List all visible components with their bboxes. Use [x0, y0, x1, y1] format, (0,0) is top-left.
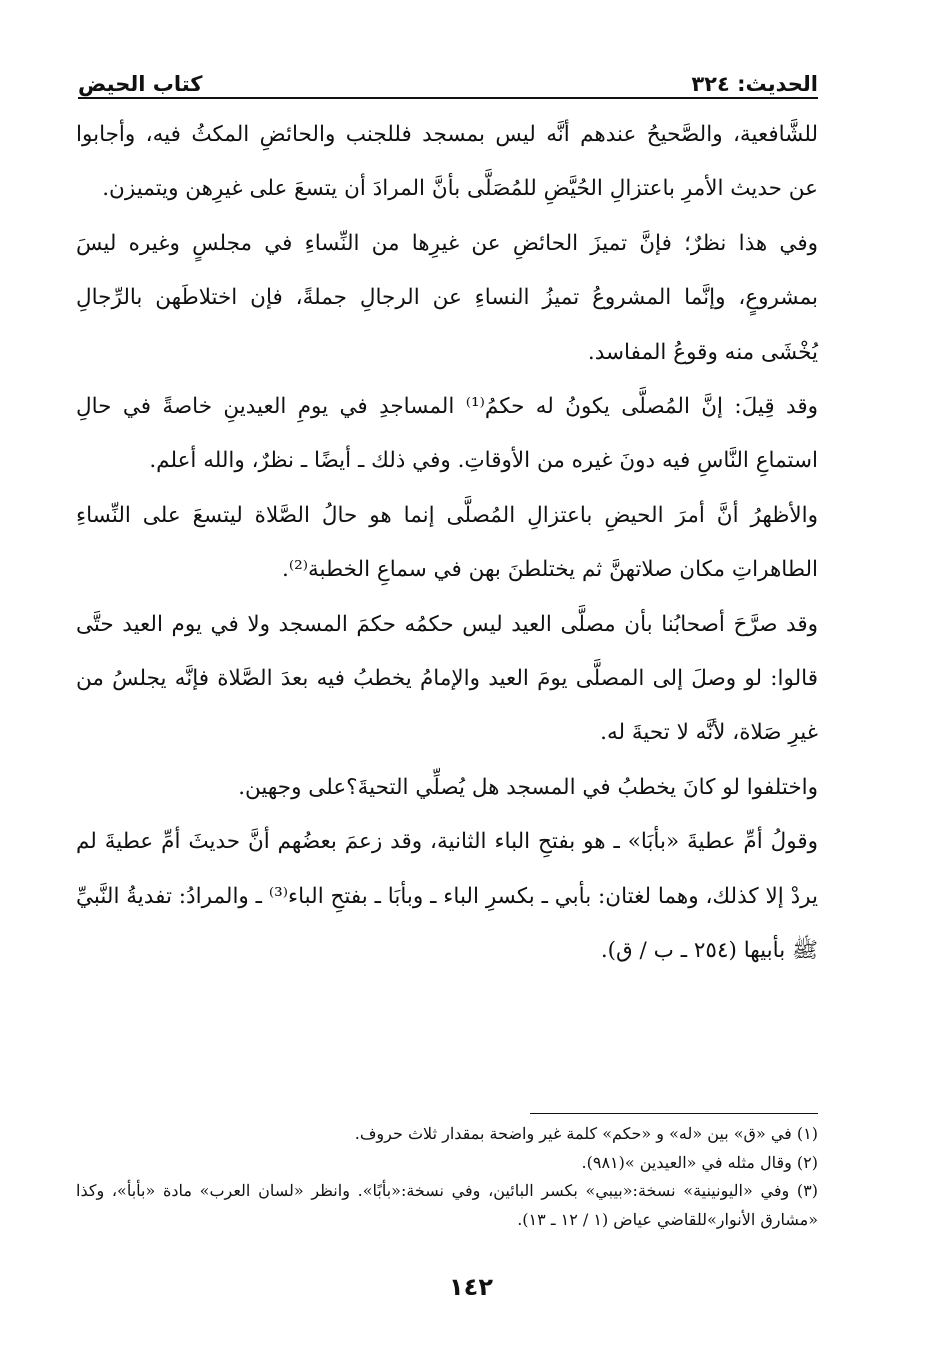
paragraph: للشَّافعية، والصَّحيحُ عندهم أنَّه ليس بمسجد فللجنب والحائضِ المكثُ فيه، وأجابوا عن حديث الأمرِ باعتزالِ الحُيَّضِ للمُصَلَّى بأنَّ المرادَ أن يتسعَ على غيرِهن ويتميزن. — [76, 122, 818, 202]
paragraph: واختلفوا لو كانَ يخطبُ في المسجد هل يُصلِّي التحيةَ؟على وجهين. — [238, 774, 818, 800]
header-rule — [78, 97, 818, 99]
paragraph: وقد قِيلَ: إنَّ المُصلَّى يكونُ له حكمُ⁽¹⁾ المساجدِ في يومِ العيدينِ خاصةً في حالِ استماعِ النَّاسِ فيه دونَ غيره من الأوقاتِ. وفي ذلك ـ أيضًا ـ نظرٌ، والله أعلم. — [76, 394, 818, 474]
footnote: (١) في «ق» بين «له» و «حكم» كلمة غير واضحة بمقدار ثلاث حروف. — [354, 1124, 818, 1143]
footnote: (٣) وفي «اليونينية» نسخة:«بيبي» بكسر البائين، وفي نسخة:«بأبًا». وانظر «لسان العرب» مادة «بأبأ»، وكذا «مشارق الأنوار»للقاضي عياض (١ / ١٢ ـ ١٣). — [76, 1181, 818, 1229]
paragraph: والأظهرُ أنَّ أمرَ الحيضِ باعتزالِ المُصلَّى إنما هو حالُ الصَّلاة ليتسعَ على النِّساءِ الطاهراتِ مكان صلاتهنَّ ثم يختلطنَ بهن في سماعِ الخطبة⁽²⁾. — [76, 502, 818, 583]
hadith-number-label: الحديث: ٣٢٤ — [691, 72, 818, 96]
footnotes — [76, 1120, 818, 1234]
paragraph: وقولُ أمِّ عطيةَ «بأبَا» ـ هو بفتحِ الباء الثانية، وقد زعمَ بعضُهم أنَّ حديثَ أمِّ عطيةَ لم يردْ إلا كذلك، وهما لغتان: بأبي ـ بكسرِ الباء ـ وبأبَا ـ بفتحِ الباء⁽³⁾ ـ والمرادُ: تفديةُ النَّبيِّ ﷺ بأبيها (٢٥٤ ـ ب / ق). — [76, 829, 818, 964]
footnote-separator — [530, 1113, 818, 1114]
paragraph: وفي هذا نظرٌ؛ فإنَّ تميزَ الحائضِ عن غيرِها من النِّساءِ في مجلسٍ وغيره ليسَ بمشروعٍ، وإنَّما المشروعُ تميزُ النساءِ عن الرجالِ جملةً، فإن اختلاطَهن بالرِّجالِ يُخْشَى منه وقوعُ المفاسد. — [76, 230, 818, 365]
paragraph: وقد صرَّحَ أصحابُنا بأن مصلَّى العيد ليس حكمُه حكمَ المسجد ولا في يوم العيد حتَّى قالوا: لو وصلَ إلى المصلَّى يومَ العيد والإمامُ يخطبُ فيه بعدَ الصَّلاة فإنَّه يجلسُ من غيرِ صَلاة، لأنَّه لا تحيةَ له. — [76, 611, 818, 746]
footnote: (٢) وقال مثله في «العيدين »(٩٨١). — [581, 1152, 818, 1172]
running-header — [78, 60, 818, 96]
book-title: كتاب الحيض — [78, 72, 203, 96]
main-text — [76, 108, 818, 979]
page-number: ١٤٢ — [449, 1273, 493, 1301]
